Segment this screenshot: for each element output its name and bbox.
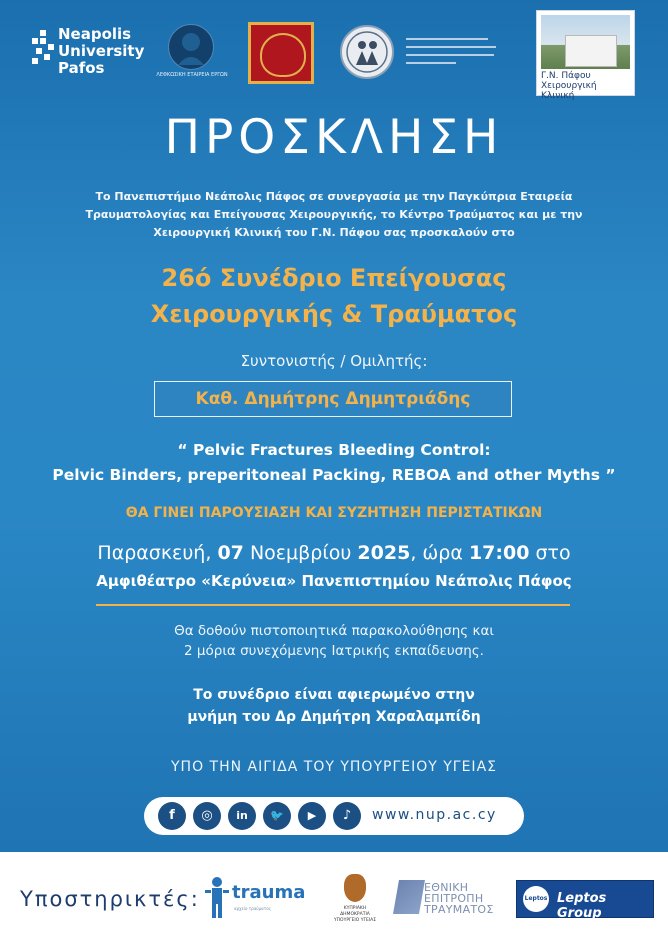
event-month: Νοεμβρίου: [249, 542, 352, 564]
trauma-society-caption: ΛΕΦΚΩΣΙΚΗ ΕΤΑΙΡΕΙΑ ΕΡΓΩΝ: [156, 72, 228, 78]
tiktok-icon[interactable]: ♪: [333, 802, 361, 830]
certificates-note: [0, 621, 668, 661]
conference-title-line: 26ό Συνέδριο Επείγουσας: [161, 264, 507, 292]
event-year: 2025: [357, 542, 411, 564]
conference-title: [0, 260, 668, 332]
trauma-sponsor-word: trauma: [232, 882, 306, 903]
social-bar: [144, 797, 524, 835]
nup-logo-line: Neapolis: [58, 25, 132, 43]
sponsors-label: Υποστηρικτές:: [20, 887, 200, 911]
intro-line: Το Πανεπιστήμιο Νεάπολις Πάφος σε συνεργασία με την Παγκύπρια Εταιρεία: [95, 190, 573, 203]
hospital-logo: [536, 10, 635, 101]
medical-society-text: [406, 36, 506, 75]
sponsors-footer: [0, 852, 668, 942]
coordinator-label: Συντονιστής / Ομιλητής:: [240, 352, 428, 370]
ethniki-sponsor-logo: [396, 878, 504, 918]
hospital-caption-line: Γ.Ν. Πάφου: [541, 71, 591, 81]
event-venue: Αμφιθέατρο «Κερύνεια» Πανεπιστημίου Νεάπολις Πάφος: [96, 572, 572, 590]
website-link[interactable]: www.nup.ac.cy: [372, 807, 497, 823]
instagram-icon[interactable]: ◎: [193, 802, 221, 830]
ethniki-sponsor-text: [424, 882, 494, 915]
figures-seal-icon: [340, 25, 394, 79]
ethniki-line: ΕΘΝΙΚΗ: [424, 881, 469, 894]
event-suffix: στο: [535, 542, 571, 564]
lecture-title: [0, 438, 668, 488]
cyprus-emblem-icon: [344, 874, 366, 902]
intro-line: Τραυματολογίας και Επείγουσας Χειρουργικής, το Κέντρο Τραύματος και με την: [85, 208, 583, 221]
lecture-line: “ Pelvic Fractures Bleeding Control:: [177, 441, 491, 459]
conference-title-line: Χειρουργικής & Τραύματος: [150, 300, 518, 328]
ethniki-line: ΕΠΙΤΡΟΠΗ: [424, 892, 484, 905]
leptos-sponsor-logo: [516, 880, 654, 921]
event-time: 17:00: [468, 542, 530, 564]
cases-note: ΘΑ ΓΙΝΕΙ ΠΑΡΟΥΣΙΑΣΗ ΚΑΙ ΣΥΖΗΤΗΣΗ ΠΕΡΙΣΤΑΤΙΚΩΝ: [125, 505, 543, 521]
event-date-number: 07: [217, 542, 244, 564]
ministry-line: ΥΠΟΥΡΓΕΙΟ ΥΓΕΙΑΣ: [333, 918, 377, 923]
divider: [96, 604, 570, 606]
aegis-note: ΥΠΟ ΤΗΝ ΑΙΓΙΔΑ ΤΟΥ ΥΠΟΥΡΓΕΙΟΥ ΥΓΕΙΑΣ: [170, 759, 497, 775]
youtube-icon[interactable]: ▶: [298, 802, 326, 830]
bust-icon: [168, 24, 214, 70]
nup-logo-line: Pafos: [58, 59, 105, 77]
event-date: [0, 542, 668, 564]
dedication-note: [0, 684, 668, 728]
event-time-label: , ώρα: [410, 542, 463, 564]
trauma-sponsor-logo: [204, 876, 304, 920]
hospital-caption-line: Χειρουργική Κλινική: [541, 81, 597, 101]
certificates-line: 2 μόρια συνεχόμενης Ιατρικής εκπαίδευσης.: [184, 643, 484, 659]
leptos-badge-icon: Leptos: [523, 886, 549, 912]
intro-text: [0, 188, 668, 242]
nup-logo-text: [58, 26, 144, 77]
nup-squares-icon: [32, 30, 54, 66]
page-title: ΠΡΟΣΚΛΗΣΗ: [164, 110, 504, 165]
intro-line: Χειρουργική Κλινική του Γ.Ν. Πάφου σας προσκαλούν στο: [153, 226, 515, 239]
speaker-box: [154, 381, 512, 417]
hospital-caption: [541, 71, 630, 101]
linkedin-icon[interactable]: in: [228, 802, 256, 830]
facebook-icon[interactable]: f: [158, 802, 186, 830]
lecture-line: Pelvic Binders, preperitoneal Packing, REBOA and other Myths ”: [52, 466, 616, 484]
ministry-sponsor-text: [330, 906, 380, 924]
ministry-line: ΚΥΠΡΙΑΚΗ ΔΗΜΟΚΡΑΤΙΑ: [340, 906, 370, 917]
speaker-name: Καθ. Δημήτρης Δημητριάδης: [195, 389, 471, 409]
nup-logo-line: University: [58, 42, 145, 60]
trauma-sponsor-sub: αρχείο τραύματος: [234, 906, 272, 911]
dedication-line: μνήμη του Δρ Δημήτρη Χαραλαμπίδη: [187, 709, 481, 725]
twitter-icon[interactable]: 🐦: [263, 802, 291, 830]
leptos-sponsor-text: Leptos Group: [557, 891, 607, 921]
crest-icon: [248, 22, 314, 84]
certificates-line: Θα δοθούν πιστοποιητικά παρακολούθησης και: [174, 623, 494, 639]
hospital-photo: [541, 15, 630, 69]
dedication-line: Το συνέδριο είναι αφιερωμένο στην: [193, 687, 475, 703]
person-figure-icon: [204, 876, 230, 920]
ethniki-mark-icon: [393, 880, 425, 914]
event-day: Παρασκευή,: [97, 542, 212, 564]
ministry-sponsor-logo: [330, 874, 380, 932]
ethniki-line: ΤΡΑΥΜΑΤΟΣ: [424, 903, 494, 916]
